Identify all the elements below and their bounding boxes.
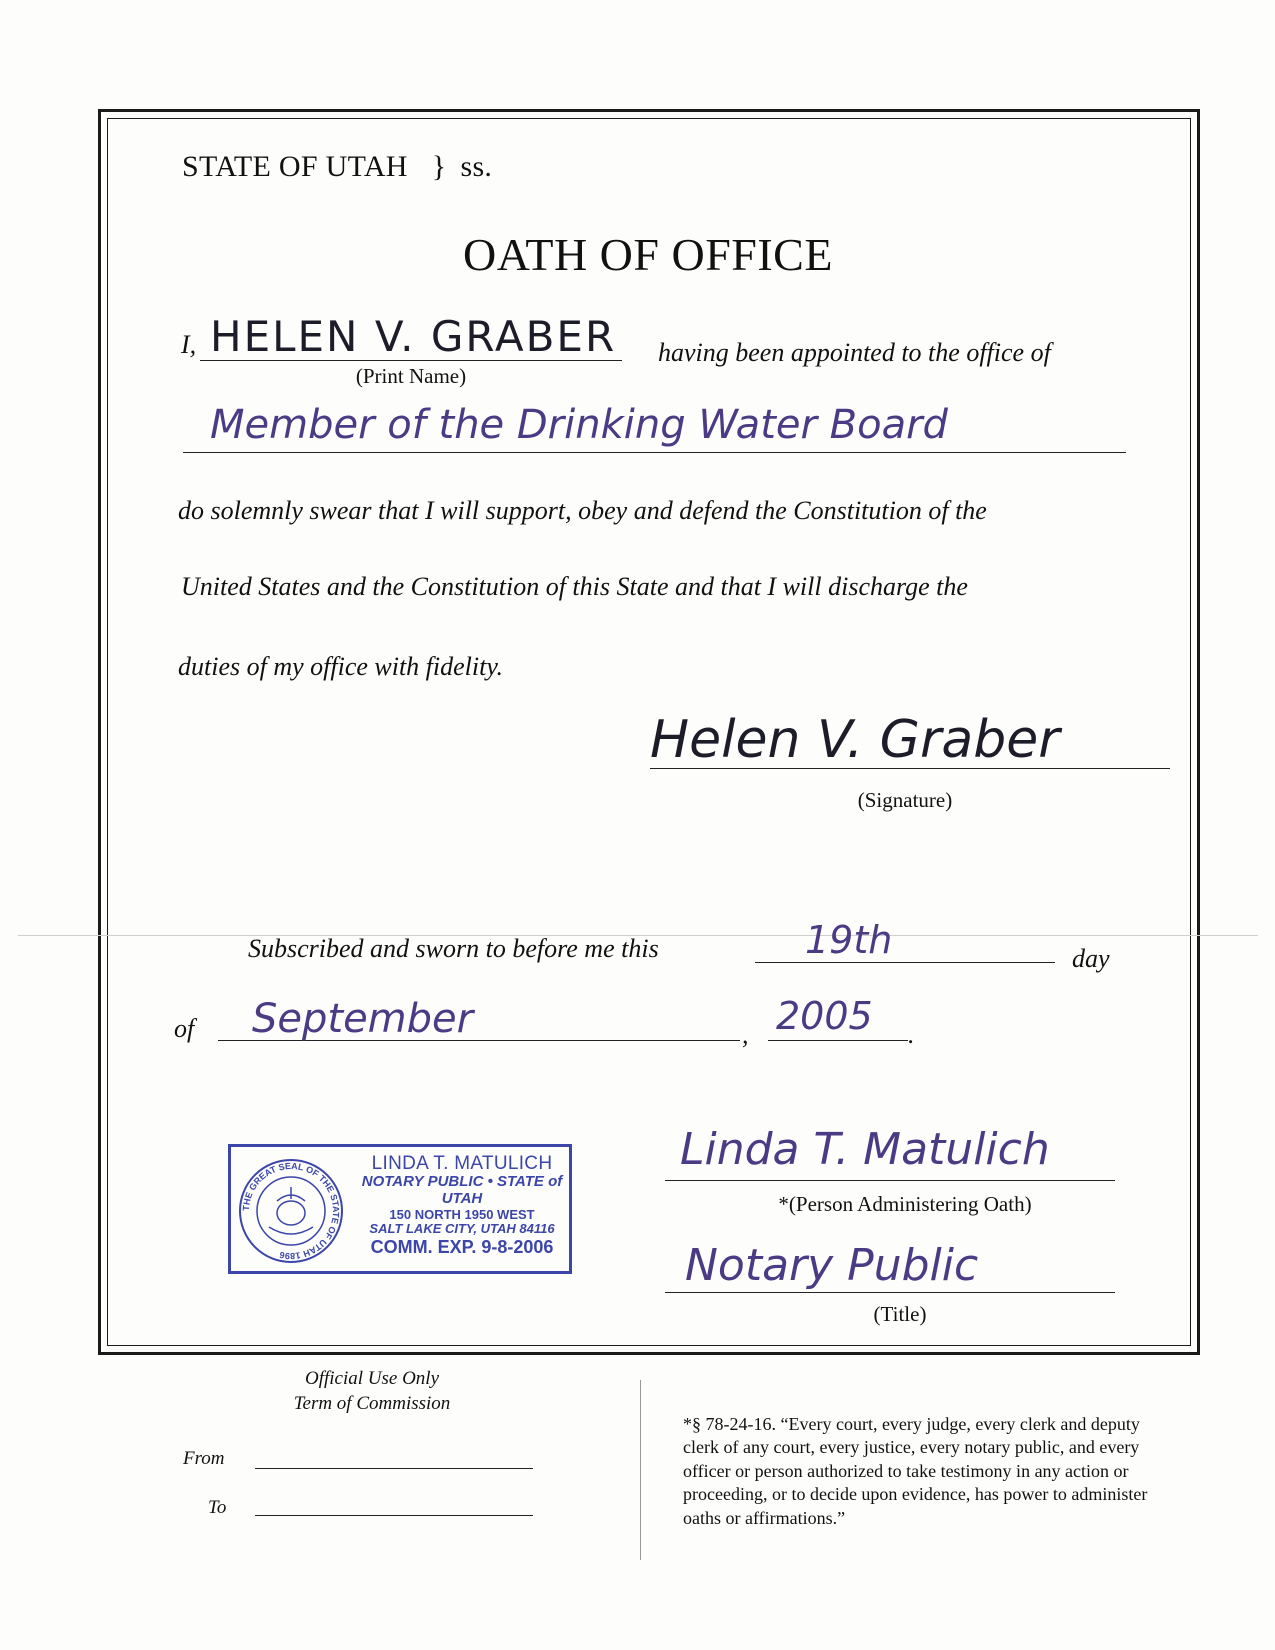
year-line xyxy=(768,1040,908,1041)
state-brace: } xyxy=(431,150,447,183)
administrator-line xyxy=(665,1180,1115,1181)
title-line xyxy=(665,1292,1115,1293)
sworn-text: Subscribed and sworn to before me this xyxy=(248,934,659,963)
stamp-address-2: SALT LAKE CITY, UTAH 84116 xyxy=(369,1221,555,1237)
office-line xyxy=(183,452,1126,453)
signature-caption: (Signature) xyxy=(857,788,953,812)
from-label: From xyxy=(183,1448,225,1469)
state-header xyxy=(182,150,492,184)
stamp-address-1: 150 NORTH 1950 WEST xyxy=(389,1206,535,1222)
to-label: To xyxy=(208,1497,227,1518)
statute-footnote: *§ 78-24-16. “Every court, every judge, every clerk and deputy clerk of any court, every justice, every notary public, and every officer or person authorized to take testimony in any action or proceeding, or to decide upon evidence, has power to administer oaths or affirmations.” xyxy=(683,1414,1148,1528)
from-line xyxy=(255,1468,533,1469)
day-label: day xyxy=(1072,944,1110,973)
stamp-notary-name: LINDA T. MATULICH xyxy=(371,1153,553,1174)
oath-text-line-3: duties of my office with fidelity. xyxy=(178,652,503,681)
to-line xyxy=(255,1515,533,1516)
state-ss: ss. xyxy=(460,150,493,183)
footer-divider xyxy=(640,1380,641,1560)
appointed-text: having been appointed to the office of xyxy=(658,338,1051,367)
seal-text: THE GREAT SEAL OF THE STATE OF UTAH 1896 xyxy=(240,1160,342,1262)
notary-stamp xyxy=(228,1144,572,1274)
oath-prefix: I, xyxy=(181,330,197,359)
title-caption: (Title) xyxy=(873,1302,927,1326)
month-value: September xyxy=(252,996,474,1042)
official-use-block xyxy=(262,1367,482,1416)
stamp-title: NOTARY PUBLIC • STATE of UTAH xyxy=(361,1173,563,1208)
office-value: Member of the Drinking Water Board xyxy=(210,402,948,448)
administrator-title: Notary Public xyxy=(685,1240,979,1291)
state-seal-icon xyxy=(237,1157,345,1265)
oath-text-line-2: United States and the Constitution of this State and that I will discharge the xyxy=(181,572,968,601)
oath-signature: Helen V. Graber xyxy=(650,710,1060,770)
year-period: . xyxy=(908,1020,915,1049)
oath-text-line-1: do solemnly swear that I will support, obey and defend the Constitution of the xyxy=(178,496,987,525)
day-value: 19th xyxy=(805,918,893,962)
administrator-caption: *(Person Administering Oath) xyxy=(778,1192,1032,1216)
printed-name: HELEN V. GRABER xyxy=(210,312,617,361)
term-of-commission-label: Term of Commission xyxy=(293,1392,451,1414)
month-comma: , xyxy=(742,1020,749,1049)
document-title: OATH OF OFFICE xyxy=(463,229,833,280)
day-line xyxy=(755,962,1055,963)
svg-text:THE GREAT SEAL OF THE STATE OF xyxy=(241,1161,341,1261)
stamp-expiry: COMM. EXP. 9-8-2006 xyxy=(370,1236,554,1257)
administrator-signature: Linda T. Matulich xyxy=(680,1124,1050,1175)
print-name-caption: (Print Name) xyxy=(355,364,467,388)
official-use-label: Official Use Only xyxy=(304,1368,440,1389)
of-label: of xyxy=(174,1014,195,1043)
year-value: 2005 xyxy=(776,994,873,1038)
state-name: STATE OF UTAH xyxy=(182,150,408,183)
